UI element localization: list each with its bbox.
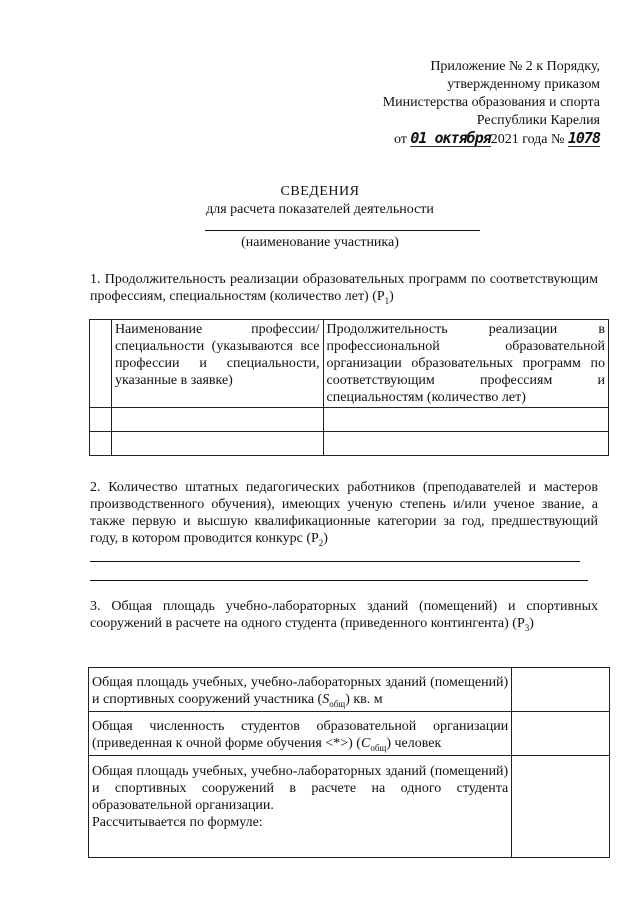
- title-sub: для расчета показателей деятельности: [206, 202, 434, 217]
- section-3-sub: 3: [524, 622, 530, 633]
- section-3-heading: [90, 598, 598, 632]
- appendix-line-1: Приложение № 2 к Порядку,: [430, 59, 600, 74]
- table-cell[interactable]: [111, 432, 323, 456]
- handwritten-number: 1078: [567, 129, 600, 147]
- section-1-text: 1. Продолжительность реализации образовательных программ по соответствующим профессиям, специальностям (количество лет) (Р: [90, 272, 598, 304]
- table-cell[interactable]: [323, 408, 608, 432]
- appendix-line-4: Республики Карелия: [476, 113, 600, 128]
- table-row: [89, 668, 610, 712]
- section-1-close: ): [389, 289, 394, 304]
- section-3-close: ): [529, 616, 534, 631]
- participant-name-caption: (наименование участника): [241, 235, 399, 250]
- table-row: [89, 756, 610, 858]
- section-2-answer-line[interactable]: [90, 561, 580, 562]
- area-per-student-label: Общая площадь учебных, учебно-лабораторных зданий (помещений) и спортивных сооружений в расчете на одного студента образовательной организации. Рассчитывается по формуле:: [89, 756, 512, 858]
- table-header-profession: Наименование профессии/специальности (указываются все профессии и специальности, указанные в заявке): [111, 320, 323, 408]
- section-1-table: [89, 319, 609, 456]
- table-row: [89, 712, 610, 756]
- appendix-line-2: утвержденному приказом: [447, 77, 600, 92]
- section-3-text: 3. Общая площадь учебно-лабораторных зданий (помещений) и спортивных сооружений в расчете на одного студента (приведенного контингента) (Р: [90, 599, 598, 631]
- total-area-label: Общая площадь учебных, учебно-лабораторных зданий (помещений) и спортивных сооружений участника $(S_{общ})$ кв. м: [89, 668, 512, 712]
- table-row: [90, 432, 609, 456]
- section-2-sub: 2: [318, 537, 324, 548]
- table-cell[interactable]: [90, 432, 112, 456]
- document-title: [0, 183, 640, 218]
- table-row: [90, 408, 609, 432]
- table-cell[interactable]: [111, 408, 323, 432]
- appendix-date-line: [280, 130, 600, 148]
- table-cell-number: [90, 320, 112, 408]
- appendix-line-3: Министерства образования и спорта: [382, 95, 600, 110]
- section-2-answer-line[interactable]: [90, 580, 588, 581]
- section-1-heading: [90, 271, 598, 305]
- table-cell[interactable]: [323, 432, 608, 456]
- table-row: [90, 320, 609, 408]
- section-2-heading: [90, 479, 598, 547]
- total-students-value[interactable]: [512, 712, 610, 756]
- table-cell[interactable]: [90, 408, 112, 432]
- section-2-close: ): [323, 531, 328, 546]
- total-students-label: Общая численность студентов образовательной организации (приведенная к очной форме обучения <*>) $(C_{общ})$ человек: [89, 712, 512, 756]
- appendix-header: [280, 58, 600, 148]
- section-2-text: 2. Количество штатных педагогических работников (преподавателей и мастеров производственного обучения), имеющих ученую степень и/или ученое звание, а также первую и высшую квалификационные категории за год, предшествующий году, в котором проводится конкурс (Р: [90, 480, 598, 546]
- section-1-sub: 1: [384, 295, 390, 306]
- participant-name-line: [205, 230, 480, 231]
- date-year: 2021 года №: [490, 132, 565, 147]
- table-header-duration: Продолжительность реализации в профессиональной образовательной организации образовательных программ по соответствующим профессиям и специальностям (количество лет): [323, 320, 608, 408]
- title-main: СВЕДЕНИЯ: [280, 184, 360, 199]
- handwritten-date: 01 октября: [410, 129, 491, 147]
- date-prefix: от: [393, 132, 407, 147]
- area-per-student-value[interactable]: [512, 756, 610, 858]
- total-area-value[interactable]: [512, 668, 610, 712]
- section-3-table: [88, 667, 610, 858]
